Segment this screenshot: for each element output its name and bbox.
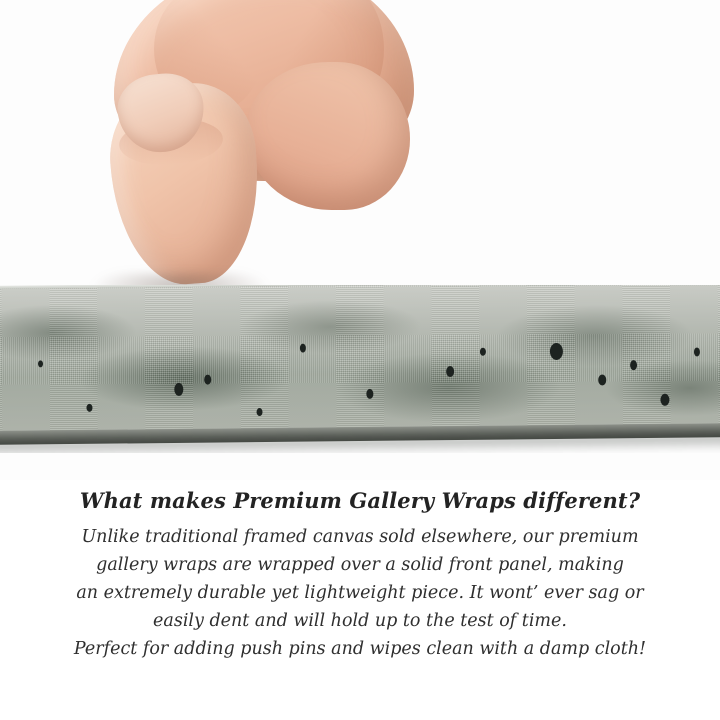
canvas-fleck: [550, 343, 563, 360]
copy-line: Perfect for adding push pins and wipes clean with a damp cloth!: [73, 639, 647, 659]
canvas-texture-face: [0, 285, 720, 437]
copy-heading: What makes Premium Gallery Wraps different?: [79, 488, 641, 513]
copy-line: an extremely durable yet lightweight piece. It wont’ ever sag or: [76, 583, 644, 603]
canvas-wrap-edge: [0, 285, 720, 453]
canvas-fleck: [38, 360, 43, 367]
canvas-fleck: [660, 394, 669, 406]
hand-pressing-canvas: [88, 0, 448, 296]
copy-body: [0, 523, 720, 663]
copy-line: Unlike traditional framed canvas sold elsewhere, our premium: [81, 527, 639, 547]
marketing-copy-block: [0, 488, 720, 663]
canvas-fleck: [630, 360, 637, 370]
copy-line: gallery wraps are wrapped over a solid front panel, making: [96, 555, 624, 575]
canvas-fleck: [480, 348, 486, 356]
canvas-fleck: [174, 383, 183, 396]
index-finger-shape: [246, 62, 410, 210]
canvas-weave-texture: [0, 285, 720, 437]
canvas-fleck: [257, 408, 263, 416]
canvas-fleck: [598, 374, 606, 385]
canvas-fleck: [446, 366, 454, 377]
canvas-fleck: [694, 347, 700, 356]
canvas-fleck: [86, 404, 92, 412]
canvas-fleck: [204, 375, 211, 385]
canvas-fleck: [366, 389, 373, 399]
copy-line: easily dent and will hold up to the test of time.: [153, 611, 567, 631]
canvas-fleck: [300, 344, 306, 353]
